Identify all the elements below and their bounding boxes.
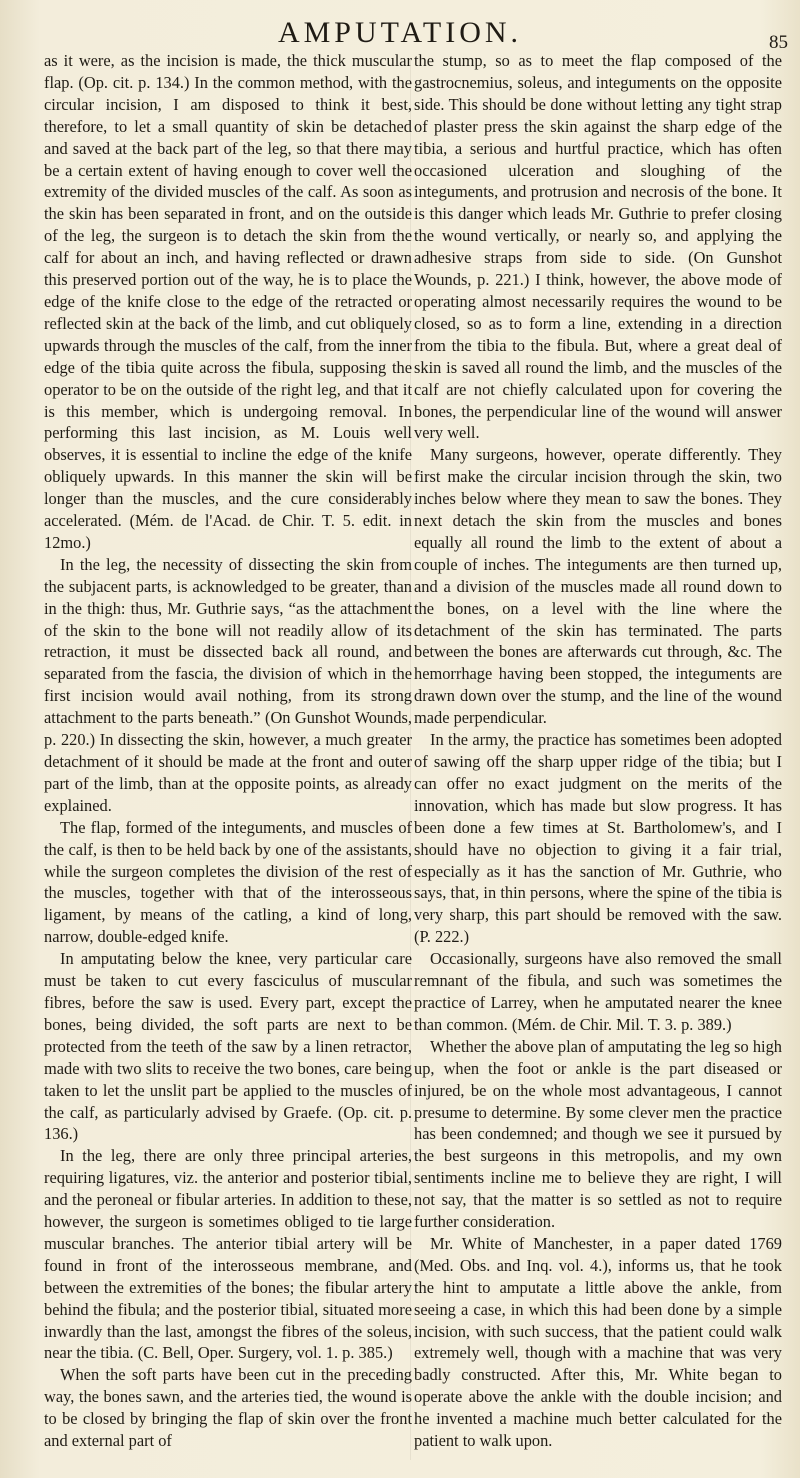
- paragraph: In the leg, the necessity of dissecting the skin from the subjacent parts, is acknowledged to be greater, than in the thigh: thus, Mr. Guthrie says, “as the attachment of the skin to the bone will not readily allow of its retraction, it must be dissected back all round, and separated from the fascia, the division of which in the first incision would avail nothing, from its strong attachment to the parts beneath.” (On Gunshot Wounds, p. 220.) In dissecting the skin, however, a much greater detachment of it should be made at the front and outer part of the limb, than at the opposite points, as already explained.: [44, 554, 412, 815]
- paragraph: In the army, the practice has sometimes been adopted of sawing off the sharp upper ridge of the tibia; but I can offer no exact judgment on the merits of the innovation, which has made but slow progress. It has been done a few times at St. Bartholomew's, and I should have no objection to giving it a fair trial, especially as it has the sanction of Mr. Guthrie, who says, that, in thin persons, where the spine of the tibia is very sharp, this part should be removed with the saw. (P. 222.): [414, 730, 782, 947]
- paragraph: Occasionally, surgeons have also removed the small remnant of the fibula, and such was sometimes the practice of Larrey, when he amputated nearer the knee than common. (Mém. de Chir. Mil. T. 3. p. 389.): [414, 949, 782, 1034]
- paragraph: Many surgeons, however, operate differently. They first make the circular incision through the skin, two inches below where they mean to saw the bones. They next detach the skin from the muscles and bones equally all round the limb to the extent of about a couple of inches. The integuments are then turned up, and a division of the muscles made all round down to the bones, on a level with the line where the detachment of the skin has terminated. The parts between the bones are afterwards cut through, &c. The hemorrhage having been stopped, the integuments are drawn down over the stump, and the line of the wound made perpendicular.: [414, 445, 782, 728]
- page-title: AMPUTATION.: [277, 16, 523, 49]
- column-gutter: [410, 60, 411, 1460]
- paragraph: as it were, as the incision is made, the thick muscular flap. (Op. cit. p. 134.) In the common method, with the circular incision, I am disposed to think it best, therefore, to let a small quantity of skin be detached and saved at the back part of the leg, so that there may be a certain extent of having enough to cover well the extremity of the divided muscles of the calf. As soon as the skin has been separated in front, and on the outside of the leg, the surgeon is to detach the skin from the calf for about an inch, and having reflected or drawn this preserved portion out of the way, he is to place the edge of the knife close to the edge of the retracted or reflected skin at the back of the limb, and cut obliquely upwards through the muscles of the calf, from the inner edge of the tibia quite across the fibula, supposing the operator to be on the outside of the right leg, and that it is this member, which is undergoing removal. In performing this last incision, as M. Louis well observes, it is essential to incline the edge of the knife obliquely upwards. In this manner the skin will be longer than the muscles, and the cure considerably accelerated. (Mém. de l'Acad. de Chir. T. 5. edit. in 12mo.): [44, 51, 412, 552]
- paragraph: The flap, formed of the integuments, and muscles of the calf, is then to be held back by one of the assistants, while the surgeon completes the division of the rest of the muscles, together with that of the interosseous ligament, by means of the catling, a kind of long, narrow, double-edged knife.: [44, 817, 412, 947]
- paragraph: When the soft parts have been cut in the preceding way, the bones sawn, and the arteries tied, the wound is to be closed by bringing the flap of skin over the front and external part of: [44, 1365, 412, 1451]
- paragraph: Mr. White of Manchester, in a paper dated 1769 (Med. Obs. and Inq. vol. 4.), informs us, that he took the hint to amputate a little above the ankle, from seeing a case, in which this had been done by a simple incision, with such success, that the patient could walk extremely well, though with a machine that was very badly constructed. After this, Mr. White began to operate above the ankle with the double incision; and he invented a machine much better calculated for the patient to walk upon.: [414, 1233, 782, 1451]
- page-number: 85: [769, 32, 788, 53]
- paragraph: Whether the above plan of amputating the leg so high up, when the foot or ankle is the part diseased or injured, be on the whole most advantageous, I cannot presume to determine. By some clever men the practice has been condemned; and though we see it pursued by the best surgeons in this metropolis, and my own sentiments incline me to believe they are right, I will not say, that the matter is so settled as not to require further consideration.: [414, 1036, 782, 1232]
- left-column: [44, 50, 412, 1452]
- paragraph: In the leg, there are only three principal arteries, requiring ligatures, viz. the anterior and posterior tibial, and the peroneal or fibular arteries. In addition to these, however, the surgeon is sometimes obliged to tie large muscular branches. The anterior tibial artery will be found in front of the interosseous membrane, and between the extremities of the bones; the fibular artery behind the fibula; and the posterior tibial, situated more inwardly than the last, amongst the fibres of the soleus, near the tibia. (C. Bell, Oper. Surgery, vol. 1. p. 385.): [44, 1146, 412, 1363]
- paragraph: the stump, so as to meet the flap composed of the gastrocnemius, soleus, and integuments on the opposite side. This should be done without letting any tight strap of plaster press the skin against the sharp edge of the tibia, a serious and hurtful practice, which has often occasioned ulceration and sloughing of the integuments, and protrusion and necrosis of the bone. It is this danger which leads Mr. Guthrie to prefer closing the wound vertically, or nearly so, and applying the adhesive straps from side to side. (On Gunshot Wounds, p. 221.) I think, however, the above mode of operating almost necessarily requires the wound to be closed, so as to form a line, extending in a direction from the tibia to the fibula. But, where a great deal of skin is saved all round the limb, and the muscles of the calf are not chiefly calculated upon for covering the bones, the perpendicular line of the wound will answer very well.: [414, 51, 782, 443]
- paragraph: In amputating below the knee, very particular care must be taken to cut every fasciculus of muscular fibres, before the saw is used. Every part, except the bones, being divided, the soft parts are next to be protected from the teeth of the saw by a linen retractor, made with two slits to receive the two bones, care being taken to let the unslit part be applied to the muscles of the calf, as particularly advised by Graefe. (Op. cit. p. 136.): [44, 949, 412, 1144]
- right-column: [414, 50, 782, 1452]
